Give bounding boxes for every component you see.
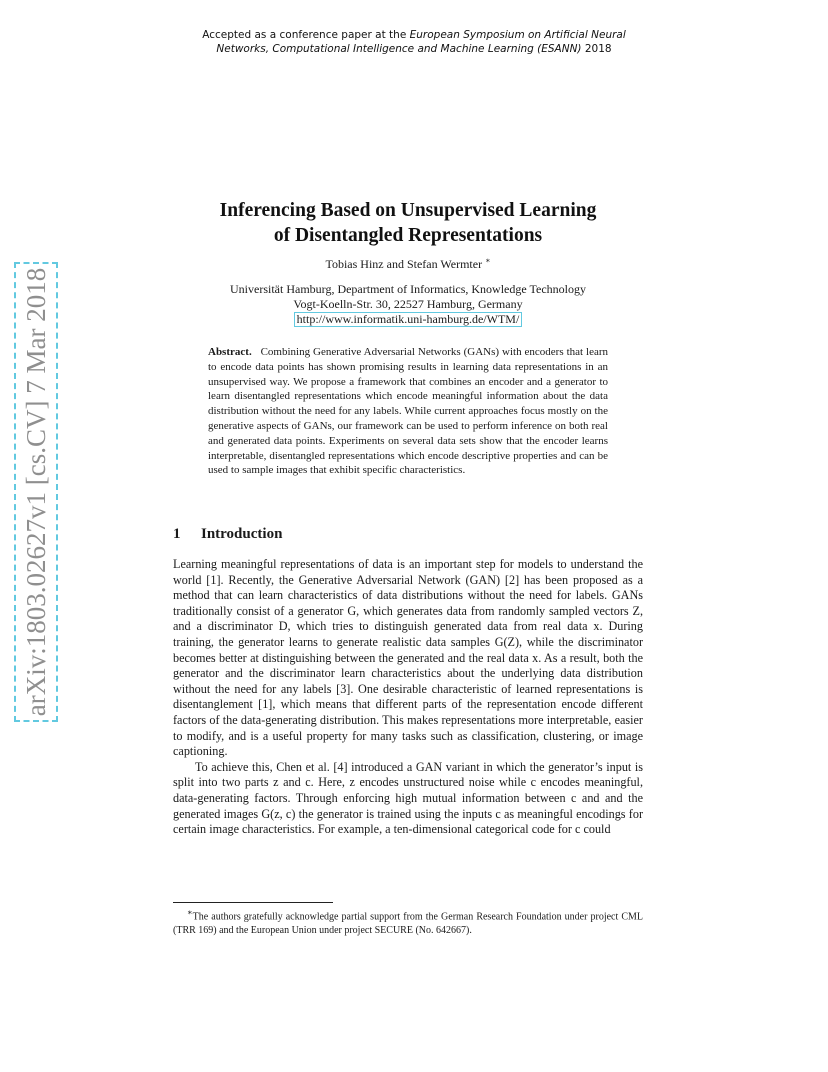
author-footnote-mark[interactable]: ∗ — [485, 256, 491, 265]
footnote: ∗The authors gratefully acknowledge partial support from the German Research Foundation under project CML (TRR 169) and the European Union under project SECURE (No. 642667). — [173, 908, 643, 936]
introduction-body — [173, 557, 643, 838]
footnote-divider — [173, 902, 333, 903]
paper-authors: Tobias Hinz and Stefan Wermter ∗ — [325, 256, 491, 271]
paper-title: Inferencing Based on Unsupervised Learning of Disentangled Representations — [219, 200, 597, 246]
abstract-text: Combining Generative Adversarial Networks (GANs) with encoders that learn to encode data points has shown promising results in learning data representations in an unsupervised way. We propose a framework that combines an encoder and a generator to learn disentangled representations which encode meaningful information about the data distribution without the need for any labels. While current approaches focus mostly on the generative aspects of GANs, our framework can be used to perform inference on both real and generated data points. Experiments on several data sets show that the encoder learns interpretable, disentangled representations which encode descriptive properties and can be used to sample images that exhibit specific characteristics. — [208, 346, 609, 477]
affiliation: Universität Hamburg, Department of Informatics, Knowledge Technology Vogt-Koelln-Str. 30, 22527 Hamburg, Germany http://www.informatik.uni-hamburg.de/WTM/ — [230, 282, 586, 326]
paragraph: To achieve this, Chen et al. [4] introduced a GAN variant in which the generator’s input is split into two parts z and c. Here, z encodes unstructured noise while c encodes meaningful, data-generating factors. Through enforcing high mutual information between c and and the generated images G(z, c) the generator is trained using the inputs c as meaningful encodings for certain image characteristics. For example, a ten-dimensional categorical code for c could — [173, 759, 643, 837]
section-heading-introduction: 1 Introduction — [173, 526, 283, 542]
conference-header — [0, 28, 828, 56]
abstract-label: Abstract — [208, 346, 249, 358]
header-line-1: Accepted as a conference paper at the European Symposium on Artificial Neural — [202, 29, 626, 41]
header-line-2: Networks, Computational Intelligence and Machine Learning (ESANN) 2018 — [216, 43, 612, 55]
paragraph: Learning meaningful representations of data is an important step for models to understand the world [1]. Recently, the Generative Adversarial Network (GAN) [2] has been proposed as a method that can learn characteristics of data distributions without the need for labels. GANs traditionally consist of a generator G, which generates data from randomly sampled vectors Z, and a discriminator D, which tries to distinguish generated data from real data x. During training, the generator learns to generate realistic data samples G(Z), while the discriminator becomes better at distinguishing between the generated and the real data x. As a result, both the generator and the discriminator learn characteristics about the underlying data distribution without the need for any labels [3]. One desirable characteristic of learned representations is disentanglement [1], which means that different parts of the representation encode different factors of the data-generating distribution. This makes representations more interpretable, easier to modify, and is a useful property for many tasks such as classification, clustering, or image captioning. — [173, 557, 643, 759]
abstract: Abstract. Combining Generative Adversarial Networks (GANs) with encoders that learn to encode data points has shown promising results in learning data representations in an unsupervised way. We propose a framework that combines an encoder and a generator to learn disentangled representations which encode meaningful information about the data distribution without the need for any labels. While current approaches focus mostly on the generative aspects of GANs, our framework can be used to perform inference on both real and generated data points. Experiments on several data sets show that the encoder learns interpretable, disentangled representations which encode descriptive properties and can be used to sample images that exhibit specific characteristics. — [208, 346, 609, 477]
affiliation-url-link[interactable]: http://www.informatik.uni-hamburg.de/WTM/ — [294, 312, 523, 327]
arxiv-identifier-link[interactable]: arXiv:1803.02627v1 [cs.CV] 7 Mar 2018 — [14, 262, 58, 722]
